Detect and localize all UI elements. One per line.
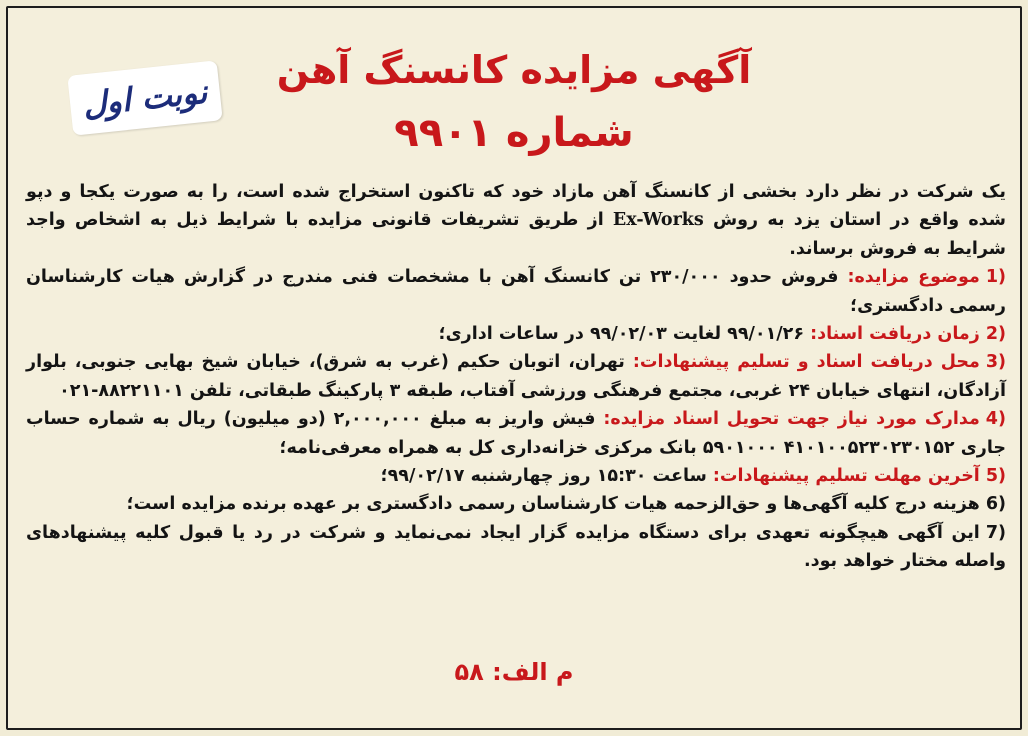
clause-1-text: فروش حدود ۲۳۰/۰۰۰ تن کانسنگ آهن با مشخصات فنی مندرج در گزارش هیات کارشناسان رسمی دادگستری؛	[26, 267, 1006, 316]
clause-5-number: 5)	[985, 466, 1006, 487]
clause-1-number: 1)	[985, 267, 1006, 288]
clause-6-number: 6)	[985, 494, 1006, 515]
clause-2-label: زمان دریافت اسناد:	[810, 324, 980, 345]
ad-number: شماره ۹۹۰۱	[394, 110, 634, 156]
clause-1	[26, 263, 1006, 320]
clause-5-label: آخرین مهلت تسلیم پیشنهادات:	[712, 466, 980, 487]
clause-3	[26, 348, 1006, 405]
clause-3-number: 3)	[985, 352, 1006, 373]
clause-2-number: 2)	[985, 324, 1006, 345]
intro-part-1: یک شرکت در نظر دارد بخشی از کانسنگ آهن مازاد خود که تاکنون استخراج شده است، را به صورت یکجا و دپو شده واقع در استان یزد به روش	[26, 182, 1006, 231]
clause-4-number: 4)	[985, 409, 1006, 430]
ad-frame	[6, 6, 1022, 730]
intro-paragraph	[26, 178, 1006, 263]
clause-4	[26, 405, 1006, 462]
clause-5	[26, 462, 1006, 490]
clause-7-number: 7)	[985, 522, 1006, 543]
clause-6	[26, 490, 1006, 518]
clause-7	[26, 519, 1006, 576]
intro-part-2: از طریق تشریفات قانونی مزایده با شرایط ذیل به اشخاص واجد شرایط به فروش برساند.	[26, 210, 1006, 259]
clause-2	[26, 320, 1006, 348]
clause-4-text: فیش واریز به مبلغ ۲,۰۰۰,۰۰۰ (دو میلیون) ریال به شماره حساب جاری ۴۱۰۱۰۰۵۲۳۰۲۳۰۱۵۲ ۵۹۰۱۰۰۰ بانک مرکزی خزانه‌داری کل به همراه معرفی‌نامه؛	[26, 409, 1006, 458]
reference-code: م الف: ۵۸	[454, 658, 574, 686]
clause-5-text: ساعت ۱۵:۳۰ روز چهارشنبه ۹۹/۰۲/۱۷؛	[380, 466, 713, 487]
clause-7-text: این آگهی هیچگونه تعهدی برای دستگاه مزایده گزار ایجاد نمی‌نماید و شرکت در رد یا قبول کلیه پیشنهادهای واصله مختار خواهد بود.	[26, 522, 1006, 572]
round-badge-label: نوبت اول	[81, 72, 209, 124]
clause-1-label: موضوع مزایده:	[847, 267, 980, 288]
clause-6-text: هزینه درج کلیه آگهی‌ها و حق‌الزحمه هیات کارشناسان رسمی دادگستری بر عهده برنده مزایده است؛	[126, 494, 980, 515]
ad-title: آگهی مزایده کانسنگ آهن	[276, 48, 752, 92]
ad-body	[26, 178, 1006, 576]
clause-3-text: تهران، اتوبان حکیم (غرب به شرق)، خیابان شیخ بهایی جنوبی، بلوار آزادگان، انتهای خیابان ۲۴ غربی، مجتمع فرهنگی ورزشی آفتاب، طبقه ۳ پارکینگ طبقاتی، تلفن ۸۸۲۲۱۱۰۱-۰۲۱	[26, 352, 1006, 401]
clause-3-label: محل دریافت اسناد و تسلیم پیشنهادات:	[632, 352, 980, 373]
intro-latin-term: Ex-Works	[612, 210, 704, 231]
clause-2-text: ۹۹/۰۱/۲۶ لغایت ۹۹/۰۲/۰۳ در ساعات اداری؛	[438, 324, 811, 345]
clause-4-label: مدارک مورد نیاز جهت تحویل اسناد مزایده:	[603, 409, 980, 430]
